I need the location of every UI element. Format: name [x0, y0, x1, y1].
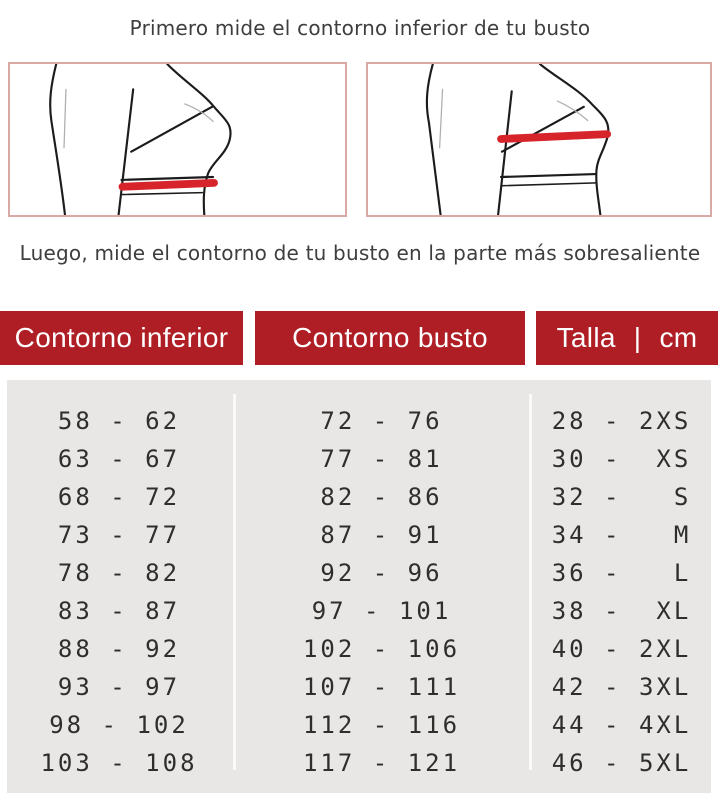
instruction-first-text: Primero mide el contorno inferior de tu busto: [129, 16, 591, 40]
table-cell: 68 - 72: [57, 483, 181, 511]
instruction-second-text: Luego, mide el contorno de tu busto en la parte más sobresaliente: [19, 241, 701, 265]
column-talla: [532, 402, 711, 777]
measuring-tape-underbust: [122, 183, 214, 187]
table-cell: 28 - 2XS: [551, 407, 692, 435]
table-cell: 83 - 87: [57, 597, 181, 625]
table-cell: 36 - L: [551, 559, 692, 587]
table-cell: 112 - 116: [302, 711, 461, 739]
table-cell: 93 - 97: [57, 673, 181, 701]
table-cell: 30 - XS: [551, 445, 692, 473]
table-cell: 46 - 5XL: [551, 749, 692, 777]
table-cell: 40 - 2XL: [551, 635, 692, 663]
table-cell: 32 - S: [551, 483, 692, 511]
measuring-tape-bust: [501, 134, 607, 139]
column-header-contorno-inferior: Contorno inferior: [0, 311, 243, 365]
table-cell: 38 - XL: [551, 597, 692, 625]
underbust-figure-box: [8, 62, 347, 217]
table-cell: 58 - 62: [57, 407, 181, 435]
column-contorno-busto: [236, 402, 527, 777]
table-cell: 44 - 4XL: [551, 711, 692, 739]
table-cell: 87 - 91: [320, 521, 443, 549]
table-cell: 63 - 67: [57, 445, 181, 473]
table-cell: 77 - 81: [320, 445, 443, 473]
table-cell: 97 - 101: [311, 597, 452, 625]
table-cell: 88 - 92: [57, 635, 181, 663]
bust-figure-box: [366, 62, 712, 217]
table-cell: 78 - 82: [57, 559, 181, 587]
table-cell: 72 - 76: [320, 407, 443, 435]
table-cell: 34 - M: [551, 521, 692, 549]
underbust-measure-illustration: [10, 64, 345, 215]
table-cell: 98 - 102: [49, 711, 189, 739]
table-cell: 117 - 121: [302, 749, 461, 777]
table-cell: 92 - 96: [320, 559, 443, 587]
column-contorno-inferior: [7, 402, 231, 777]
table-cell: 107 - 111: [302, 673, 461, 701]
bust-measure-illustration: [368, 64, 710, 215]
table-cell: 42 - 3XL: [551, 673, 692, 701]
table-cell: 73 - 77: [57, 521, 181, 549]
table-cell: 102 - 106: [302, 635, 461, 663]
table-cell: 103 - 108: [40, 749, 198, 777]
column-header-contorno-busto: Contorno busto: [255, 311, 525, 365]
table-cell: 82 - 86: [320, 483, 443, 511]
column-header-talla-cm: Talla | cm: [536, 311, 718, 365]
